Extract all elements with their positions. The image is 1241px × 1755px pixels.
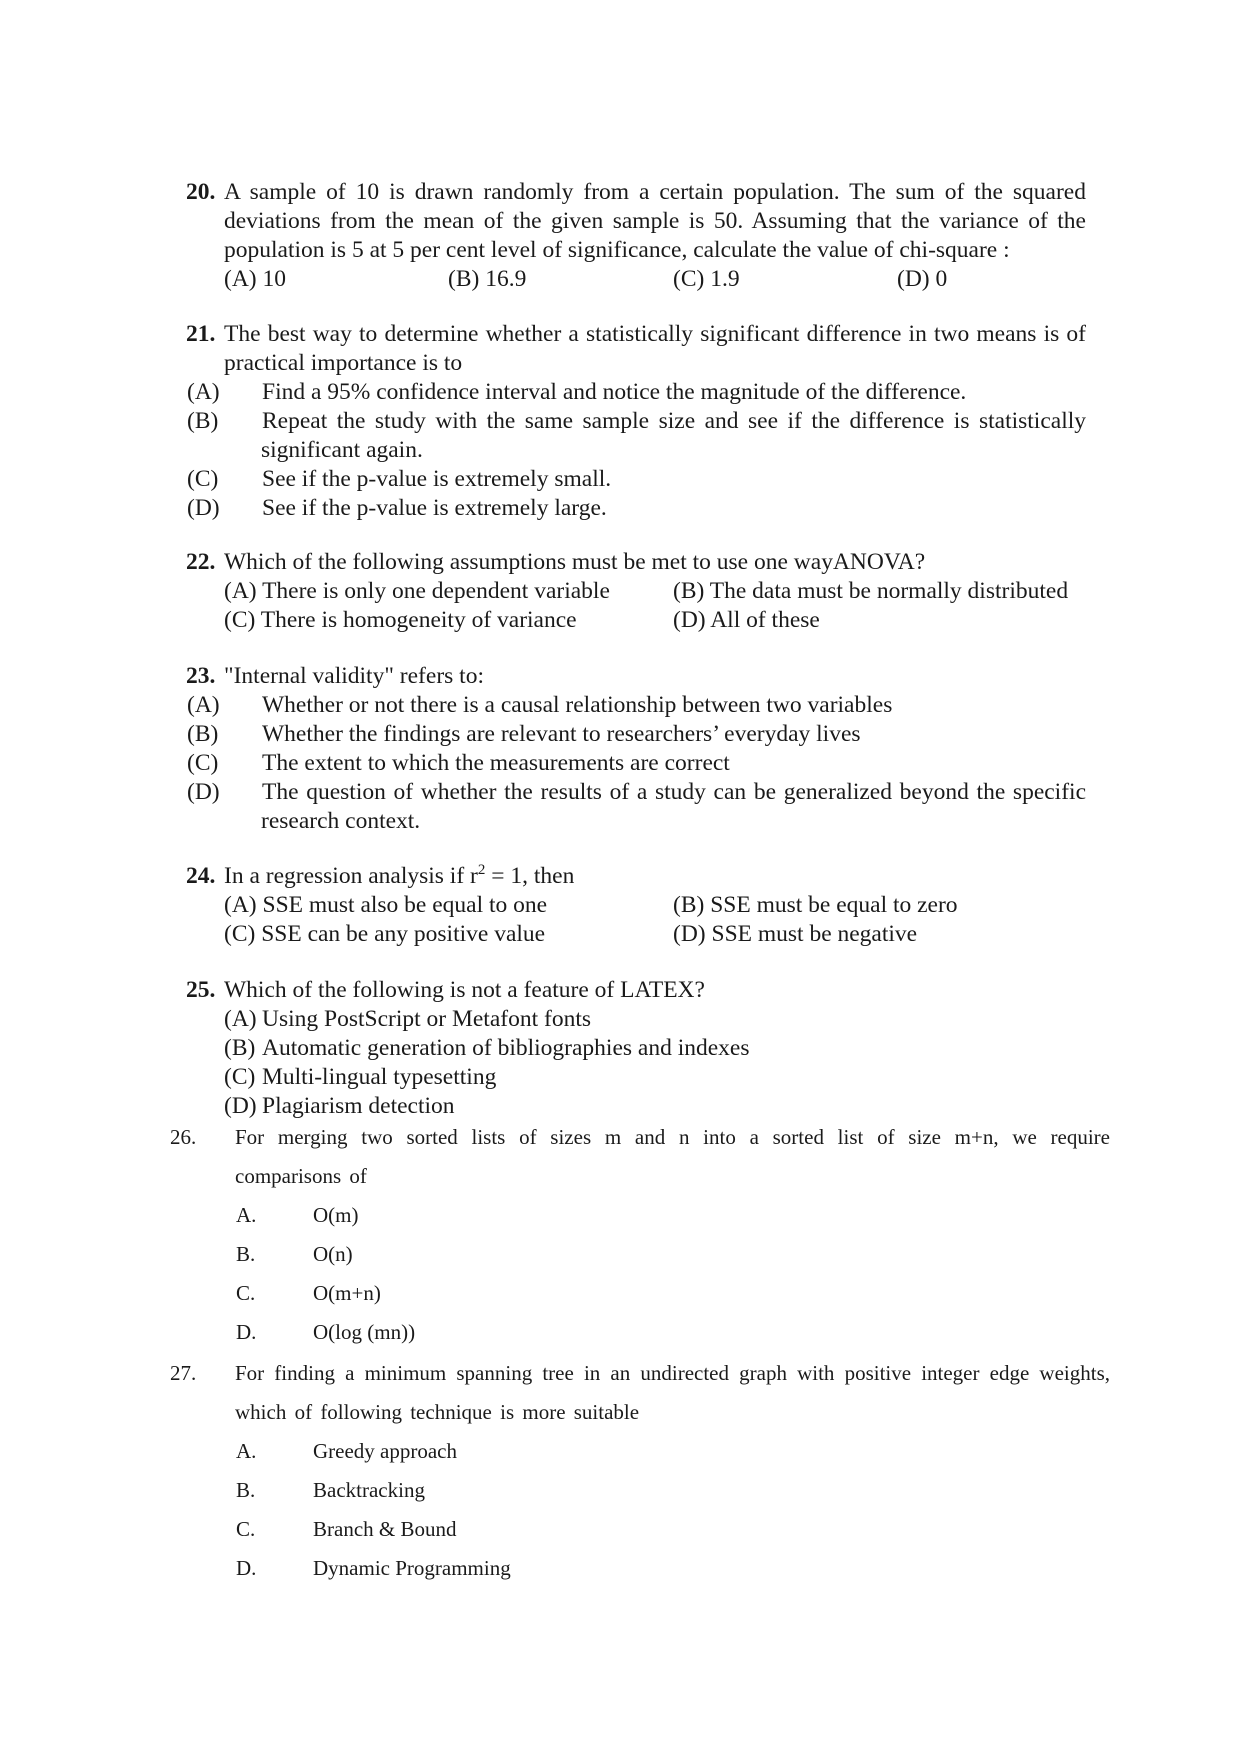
option-c: (C) 1.9	[673, 266, 740, 292]
question-stem: For merging two sorted lists of sizes m and n into a sorted list of size m+n, we require comparisons of	[235, 1125, 1110, 1188]
question-number: 25.	[186, 977, 216, 1003]
option-text: O(m+n)	[313, 1281, 381, 1305]
option-a: (A) 10	[224, 266, 286, 292]
option-text: Find a 95% confidence interval and notice the magnitude of the difference.	[262, 379, 967, 405]
option-text: Backtracking	[313, 1478, 425, 1502]
option-a	[187, 691, 1086, 720]
question-stem: Which of the following assumptions must be met to use one wayANOVA?	[224, 549, 926, 575]
option-b: (B) The data must be normally distributed	[673, 578, 1069, 604]
question-stem	[224, 862, 1086, 891]
option-text: Dynamic Programming	[313, 1556, 511, 1580]
option-label: (B)	[187, 408, 219, 434]
option-text: The extent to which the measurements are correct	[262, 750, 730, 776]
option-text: See if the p-value is extremely small.	[262, 466, 612, 492]
option-b	[187, 407, 1086, 465]
stem-text: = 1, then	[485, 863, 575, 889]
option-label: (D)	[187, 779, 220, 805]
option-label: (C)	[224, 1064, 256, 1090]
question-number: 23.	[186, 663, 216, 689]
question-24	[186, 862, 1086, 949]
option-label: (B)	[187, 721, 219, 747]
option-a	[187, 378, 1086, 407]
option-text: Automatic generation of bibliographies and indexes	[262, 1035, 750, 1061]
option-label: (C)	[187, 750, 219, 776]
options-row	[224, 265, 1086, 294]
option-text: Multi-lingual typesetting	[262, 1064, 497, 1090]
stem-text: In a regression analysis if r	[224, 863, 478, 889]
option-text: O(n)	[313, 1242, 353, 1266]
option-label: (A)	[187, 692, 220, 718]
option-text: Repeat the study with the same sample size and see if the difference is statistically significant again.	[261, 408, 1086, 463]
question-23	[186, 662, 1086, 836]
option-text: Whether or not there is a causal relationship between two variables	[262, 692, 893, 718]
option-d	[170, 1549, 1110, 1588]
option-label: (C)	[187, 466, 219, 492]
question-stem: A sample of 10 is drawn randomly from a certain population. The sum of the squared deviations from the mean of the given sample is 50. Assuming that the variance of the population is 5 at 5 per cent level of significance, calculate the value of chi-square :	[224, 179, 1086, 263]
option-text: See if the p-value is extremely large.	[262, 495, 607, 521]
option-c: (C) There is homogeneity of variance	[224, 607, 577, 633]
option-label: (D)	[187, 495, 220, 521]
options-row	[224, 920, 1086, 949]
option-d	[224, 1092, 1086, 1121]
question-number: 26.	[170, 1125, 197, 1149]
option-text: Greedy approach	[313, 1439, 458, 1463]
option-c	[187, 749, 1086, 778]
option-a: (A) There is only one dependent variable	[224, 578, 610, 604]
option-label: (A)	[187, 379, 220, 405]
question-number: 21.	[186, 321, 216, 347]
question-stem: The best way to determine whether a statistically significant difference in two means is of practical importance is to	[224, 321, 1086, 376]
question-number: 22.	[186, 549, 216, 575]
option-d: (D) 0	[897, 266, 948, 292]
option-a: (A) SSE must also be equal to one	[224, 892, 548, 918]
option-a	[170, 1196, 1110, 1235]
question-26	[170, 1118, 1110, 1352]
option-text: Plagiarism detection	[262, 1093, 455, 1119]
option-label: C.	[236, 1281, 256, 1305]
option-b	[170, 1471, 1110, 1510]
option-label: D.	[236, 1320, 257, 1344]
option-a	[170, 1432, 1110, 1471]
question-number: 24.	[186, 863, 216, 889]
option-c	[170, 1510, 1110, 1549]
option-b	[170, 1235, 1110, 1274]
option-label: (B)	[224, 1035, 256, 1061]
option-b: (B) SSE must be equal to zero	[673, 892, 958, 918]
question-stem: Which of the following is not a feature of LATEX?	[224, 977, 705, 1003]
question-25	[186, 976, 1086, 1121]
question-20	[186, 178, 1086, 294]
option-c: (C) SSE can be any positive value	[224, 921, 546, 947]
option-b	[187, 720, 1086, 749]
question-27	[170, 1354, 1110, 1588]
option-c	[224, 1063, 1086, 1092]
option-label: (A)	[224, 1006, 257, 1032]
option-b	[224, 1034, 1086, 1063]
stem-superscript: 2	[477, 862, 486, 879]
question-22	[186, 548, 1086, 635]
question-21	[186, 320, 1086, 523]
question-stem: For finding a minimum spanning tree in an undirected graph with positive integer edge weights, which of following technique is more suitable	[235, 1361, 1110, 1424]
question-number: 27.	[170, 1361, 197, 1385]
option-d	[170, 1313, 1110, 1352]
option-label: D.	[236, 1556, 257, 1580]
option-label: (D)	[224, 1093, 257, 1119]
option-d	[187, 494, 1086, 523]
option-c	[187, 465, 1086, 494]
options-row	[224, 891, 1086, 920]
option-d: (D) All of these	[673, 607, 820, 633]
option-a	[224, 1005, 1086, 1034]
question-stem: "Internal validity" refers to:	[224, 663, 484, 689]
option-b: (B) 16.9	[448, 266, 527, 292]
option-text: Branch & Bound	[313, 1517, 457, 1541]
options-row	[224, 577, 1086, 606]
option-c	[170, 1274, 1110, 1313]
option-label: B.	[236, 1478, 256, 1502]
option-label: A.	[236, 1203, 257, 1227]
options-row	[224, 606, 1086, 635]
option-label: A.	[236, 1439, 257, 1463]
option-text: Using PostScript or Metafont fonts	[262, 1006, 591, 1032]
option-d: (D) SSE must be negative	[673, 921, 918, 947]
question-number: 20.	[186, 179, 216, 205]
option-text: Whether the findings are relevant to researchers’ everyday lives	[262, 721, 861, 747]
option-text: O(log (mn))	[313, 1320, 416, 1344]
option-d	[187, 778, 1086, 836]
option-label: C.	[236, 1517, 256, 1541]
option-label: B.	[236, 1242, 256, 1266]
option-text: The question of whether the results of a study can be generalized beyond the specific research context.	[261, 779, 1086, 834]
option-text: O(m)	[313, 1203, 359, 1227]
